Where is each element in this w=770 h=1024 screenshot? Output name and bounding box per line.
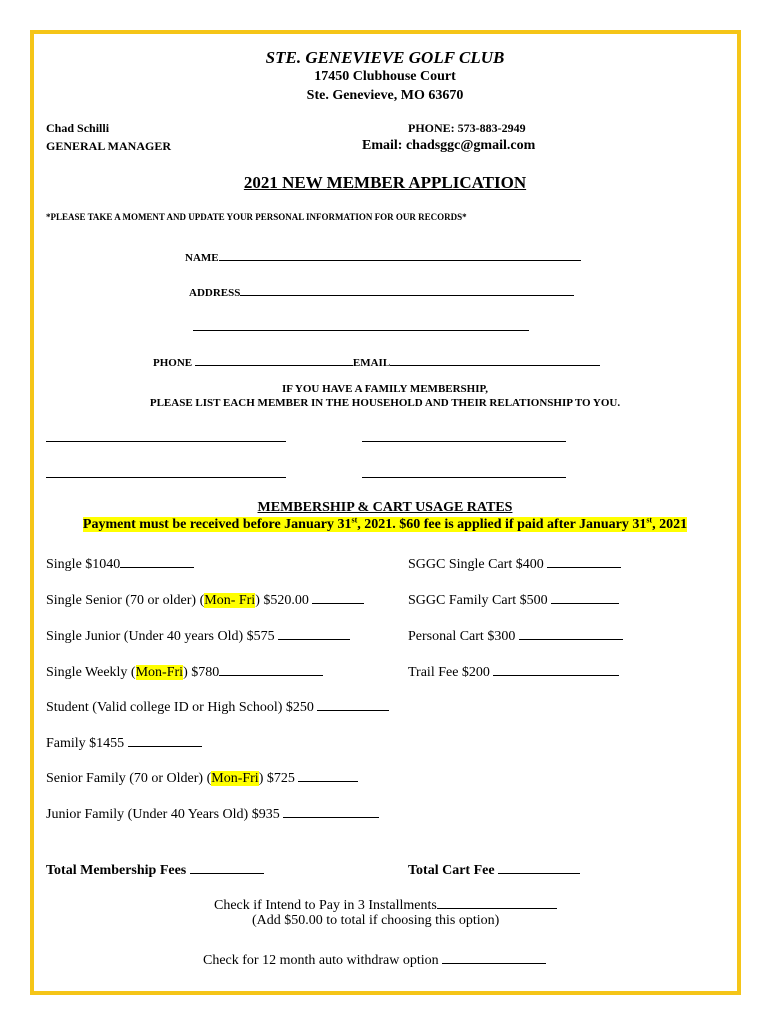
payment-sup-2: st <box>646 515 653 525</box>
auto-withdraw-option[interactable] <box>203 950 546 969</box>
family-note-1: IF YOU HAVE A FAMILY MEMBERSHIP, <box>282 383 488 395</box>
rate-junior-family[interactable] <box>46 804 379 823</box>
payment-sup-1: st <box>351 515 358 525</box>
total-cart-line[interactable] <box>498 860 580 874</box>
payment-text-1: Payment must be received before January 31 <box>82 517 352 532</box>
installments-line[interactable] <box>437 895 557 909</box>
rate-student-line[interactable] <box>317 697 389 711</box>
rate-single-junior-line[interactable] <box>278 626 350 640</box>
total-membership[interactable] <box>46 860 264 879</box>
auto-withdraw-label: Check for 12 month auto withdraw option <box>203 953 439 968</box>
rate-single[interactable] <box>46 554 194 573</box>
rate-single-weekly-line[interactable] <box>219 662 323 676</box>
auto-withdraw-line[interactable] <box>442 950 546 964</box>
total-membership-line[interactable] <box>190 860 264 874</box>
rate-junior-family-label: Junior Family (Under 40 Years Old) $935 <box>46 807 280 822</box>
rate-single-senior-label: Single Senior (70 or older) ( <box>46 593 205 608</box>
family-member-line[interactable] <box>46 441 286 442</box>
page-title: 2021 NEW MEMBER APPLICATION <box>243 173 527 192</box>
rate-cart-single-line[interactable] <box>547 554 621 568</box>
address-line-1: 17450 Clubhouse Court <box>314 69 456 84</box>
rate-single-label: Single $1040 <box>46 557 121 572</box>
address-line-2: Ste. Genevieve, MO 63670 <box>306 88 464 103</box>
rate-family-line[interactable] <box>128 733 202 747</box>
installments-option[interactable] <box>214 895 557 914</box>
rate-senior-family-label: Senior Family (70 or Older) ( <box>46 771 212 786</box>
payment-deadline-highlight <box>83 517 687 532</box>
address-label: ADDRESS <box>189 287 241 299</box>
total-cart[interactable] <box>408 860 580 879</box>
rate-cart-family-line[interactable] <box>551 590 619 604</box>
family-relationship-line[interactable] <box>362 441 566 442</box>
payment-deadline <box>0 517 770 533</box>
rate-cart-family[interactable] <box>408 590 619 609</box>
rate-senior-family-line[interactable] <box>298 768 358 782</box>
installments-note: (Add $50.00 to total if choosing this option) <box>252 913 500 928</box>
manager-name: Chad Schilli <box>46 121 110 135</box>
weekday-highlight: Mon- Fri <box>204 593 256 608</box>
rate-single-senior-line[interactable] <box>312 590 364 604</box>
rate-single-senior-price: ) $520.00 <box>255 593 309 608</box>
rate-family[interactable] <box>46 733 202 752</box>
family-note-2: PLEASE LIST EACH MEMBER IN THE HOUSEHOLD AND THEIR RELATIONSHIP TO YOU. <box>149 397 621 409</box>
rate-single-line[interactable] <box>120 554 194 568</box>
installments-label: Check if Intend to Pay in 3 Installments <box>214 898 437 913</box>
rate-single-junior[interactable] <box>46 626 350 645</box>
manager-title: GENERAL MANAGER <box>46 139 172 153</box>
family-member-line[interactable] <box>46 477 286 478</box>
rate-cart-single[interactable] <box>408 554 621 573</box>
address-field[interactable] <box>189 282 574 299</box>
rate-trail-fee-line[interactable] <box>493 662 619 676</box>
rate-junior-family-line[interactable] <box>283 804 379 818</box>
rates-heading: MEMBERSHIP & CART USAGE RATES <box>257 500 513 515</box>
address-line-2-field[interactable] <box>193 330 529 331</box>
phone-email-field[interactable] <box>153 352 600 369</box>
name-line[interactable] <box>219 247 581 261</box>
family-relationship-line[interactable] <box>362 477 566 478</box>
payment-text-2: , 2021. $60 fee is applied if paid after January 31 <box>357 517 647 532</box>
club-name: STE. GENEVIEVE GOLF CLUB <box>265 48 505 67</box>
rate-single-senior[interactable] <box>46 590 364 609</box>
update-note: *PLEASE TAKE A MOMENT AND UPDATE YOUR PERSONAL INFORMATION FOR OUR RECORDS* <box>46 212 467 222</box>
rate-trail-fee-label: Trail Fee $200 <box>408 665 490 680</box>
rate-single-weekly-price: ) $780 <box>183 665 220 680</box>
rate-senior-family[interactable] <box>46 768 358 787</box>
rate-student[interactable] <box>46 697 389 716</box>
phone-line[interactable] <box>195 352 353 366</box>
total-membership-label: Total Membership Fees <box>46 863 187 878</box>
weekday-highlight: Mon-Fri <box>211 771 259 786</box>
email-address: Email: chadsggc@gmail.com <box>362 138 536 153</box>
rate-senior-family-price: ) $725 <box>258 771 295 786</box>
phone-label: PHONE <box>153 357 193 369</box>
rate-single-weekly-label: Single Weekly ( <box>46 665 136 680</box>
name-label: NAME <box>185 252 219 264</box>
rate-single-junior-label: Single Junior (Under 40 years Old) $575 <box>46 629 275 644</box>
weekday-highlight: Mon-Fri <box>135 665 184 680</box>
name-field[interactable] <box>185 247 581 264</box>
rate-trail-fee[interactable] <box>408 662 619 681</box>
rate-student-label: Student (Valid college ID or High School) $250 <box>46 700 314 715</box>
email-line[interactable] <box>390 352 600 366</box>
rate-cart-personal-label: Personal Cart $300 <box>408 629 516 644</box>
rate-cart-personal[interactable] <box>408 626 623 645</box>
payment-text-3: , 2021 <box>652 517 688 532</box>
rate-cart-personal-line[interactable] <box>519 626 623 640</box>
total-cart-label: Total Cart Fee <box>408 863 495 878</box>
phone-number: PHONE: 573-883-2949 <box>408 121 526 135</box>
email-label: EMAIL <box>352 357 391 369</box>
rate-cart-family-label: SGGC Family Cart $500 <box>408 593 548 608</box>
rate-cart-single-label: SGGC Single Cart $400 <box>408 557 544 572</box>
address-line[interactable] <box>240 282 574 296</box>
rate-family-label: Family $1455 <box>46 736 125 751</box>
rate-single-weekly[interactable] <box>46 662 323 681</box>
